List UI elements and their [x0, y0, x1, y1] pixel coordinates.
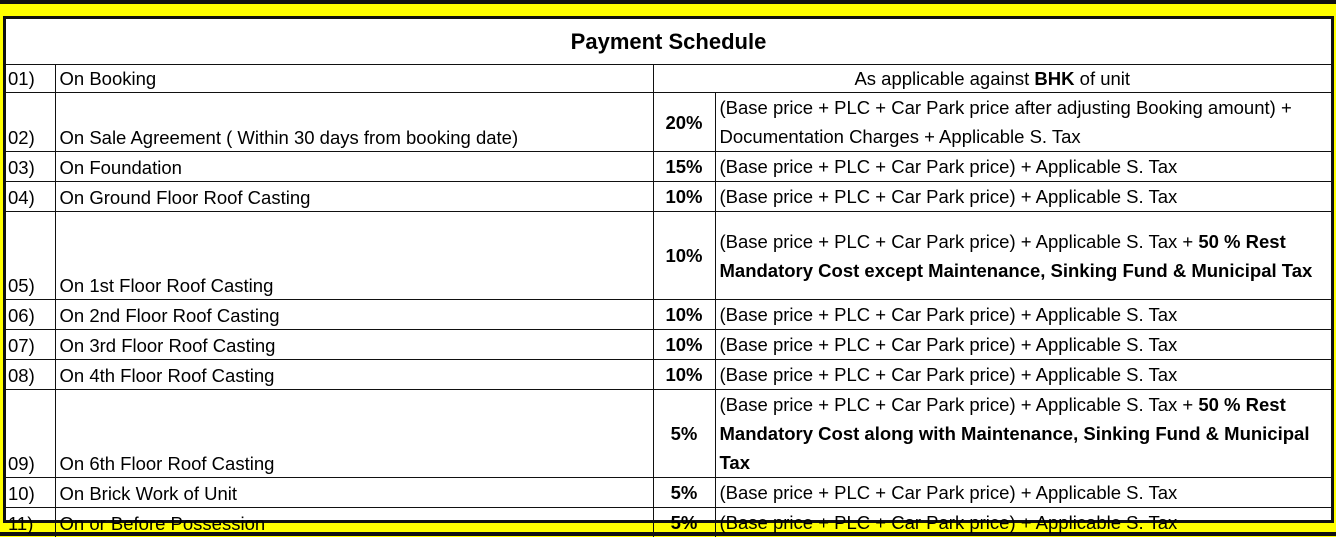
description-text: (Base price + PLC + Car Park price) + Applicable S. Tax	[720, 334, 1178, 355]
stage-label: On Brick Work of Unit	[55, 478, 653, 508]
payment-percentage: 20%	[653, 93, 715, 152]
payment-description	[715, 390, 1331, 478]
stage-label: On 2nd Floor Roof Casting	[55, 300, 653, 330]
row-number: 01)	[6, 65, 55, 93]
row-number: 07)	[6, 330, 55, 360]
description-text: (Base price + PLC + Car Park price) + Applicable S. Tax	[720, 482, 1178, 503]
row-number: 02)	[6, 93, 55, 152]
table-row	[6, 300, 1331, 330]
payment-description	[715, 182, 1331, 212]
payment-percentage: 10%	[653, 212, 715, 300]
payment-description	[715, 212, 1331, 300]
description-text: As applicable against	[854, 68, 1034, 89]
payment-description	[715, 508, 1331, 537]
row-number: 03)	[6, 152, 55, 182]
table-row	[6, 93, 1331, 152]
table-title: Payment Schedule	[6, 19, 1331, 65]
stage-label: On or Before Possession	[55, 508, 653, 537]
description-text: (Base price + PLC + Car Park price after adjusting Booking amount) + Documentation Charges + Applicable S. Tax	[720, 97, 1292, 147]
payment-schedule-table	[6, 19, 1331, 537]
payment-percentage: 10%	[653, 300, 715, 330]
description-text: of unit	[1075, 68, 1131, 89]
table-row	[6, 152, 1331, 182]
row-number: 10)	[6, 478, 55, 508]
table-row	[6, 182, 1331, 212]
payment-percentage: 10%	[653, 330, 715, 360]
description-text: (Base price + PLC + Car Park price) + Applicable S. Tax +	[720, 231, 1199, 252]
payment-description	[715, 152, 1331, 182]
table-row	[6, 65, 1331, 93]
row-number: 08)	[6, 360, 55, 390]
table-row	[6, 508, 1331, 537]
description-text: (Base price + PLC + Car Park price) + Applicable S. Tax	[720, 156, 1178, 177]
stage-label: On Ground Floor Roof Casting	[55, 182, 653, 212]
stage-label: On 4th Floor Roof Casting	[55, 360, 653, 390]
stage-label: On 6th Floor Roof Casting	[55, 390, 653, 478]
payment-description	[715, 478, 1331, 508]
payment-description	[715, 330, 1331, 360]
payment-percentage: 15%	[653, 152, 715, 182]
description-text: (Base price + PLC + Car Park price) + Applicable S. Tax	[720, 364, 1178, 385]
payment-percentage: 5%	[653, 508, 715, 537]
stage-label: On 3rd Floor Roof Casting	[55, 330, 653, 360]
description-text: (Base price + PLC + Car Park price) + Applicable S. Tax	[720, 186, 1178, 207]
table-row	[6, 478, 1331, 508]
payment-description	[715, 93, 1331, 152]
payment-schedule-sheet	[3, 16, 1334, 523]
description-bold-text: 50 % Rest Mandatory Cost except Maintenance, Sinking Fund & Municipal Tax	[720, 231, 1313, 281]
payment-description	[653, 65, 1331, 93]
row-number: 11)	[6, 508, 55, 537]
row-number: 04)	[6, 182, 55, 212]
row-number: 09)	[6, 390, 55, 478]
description-bold-text: 50 % Rest Mandatory Cost along with Maintenance, Sinking Fund & Municipal Tax	[720, 394, 1310, 473]
stage-label: On Booking	[55, 65, 653, 93]
description-text: (Base price + PLC + Car Park price) + Applicable S. Tax	[720, 304, 1178, 325]
payment-description	[715, 300, 1331, 330]
stage-label: On 1st Floor Roof Casting	[55, 212, 653, 300]
table-row	[6, 330, 1331, 360]
row-number: 05)	[6, 212, 55, 300]
description-text: (Base price + PLC + Car Park price) + Applicable S. Tax	[720, 512, 1178, 533]
description-bold-text: BHK	[1034, 68, 1074, 89]
row-number: 06)	[6, 300, 55, 330]
payment-percentage: 5%	[653, 390, 715, 478]
payment-percentage: 10%	[653, 360, 715, 390]
payment-description	[715, 360, 1331, 390]
stage-label: On Foundation	[55, 152, 653, 182]
title-row	[6, 19, 1331, 65]
description-text: (Base price + PLC + Car Park price) + Applicable S. Tax +	[720, 394, 1199, 415]
stage-label: On Sale Agreement ( Within 30 days from booking date)	[55, 93, 653, 152]
payment-percentage: 5%	[653, 478, 715, 508]
payment-percentage: 10%	[653, 182, 715, 212]
table-row	[6, 212, 1331, 300]
table-row	[6, 390, 1331, 478]
table-row	[6, 360, 1331, 390]
